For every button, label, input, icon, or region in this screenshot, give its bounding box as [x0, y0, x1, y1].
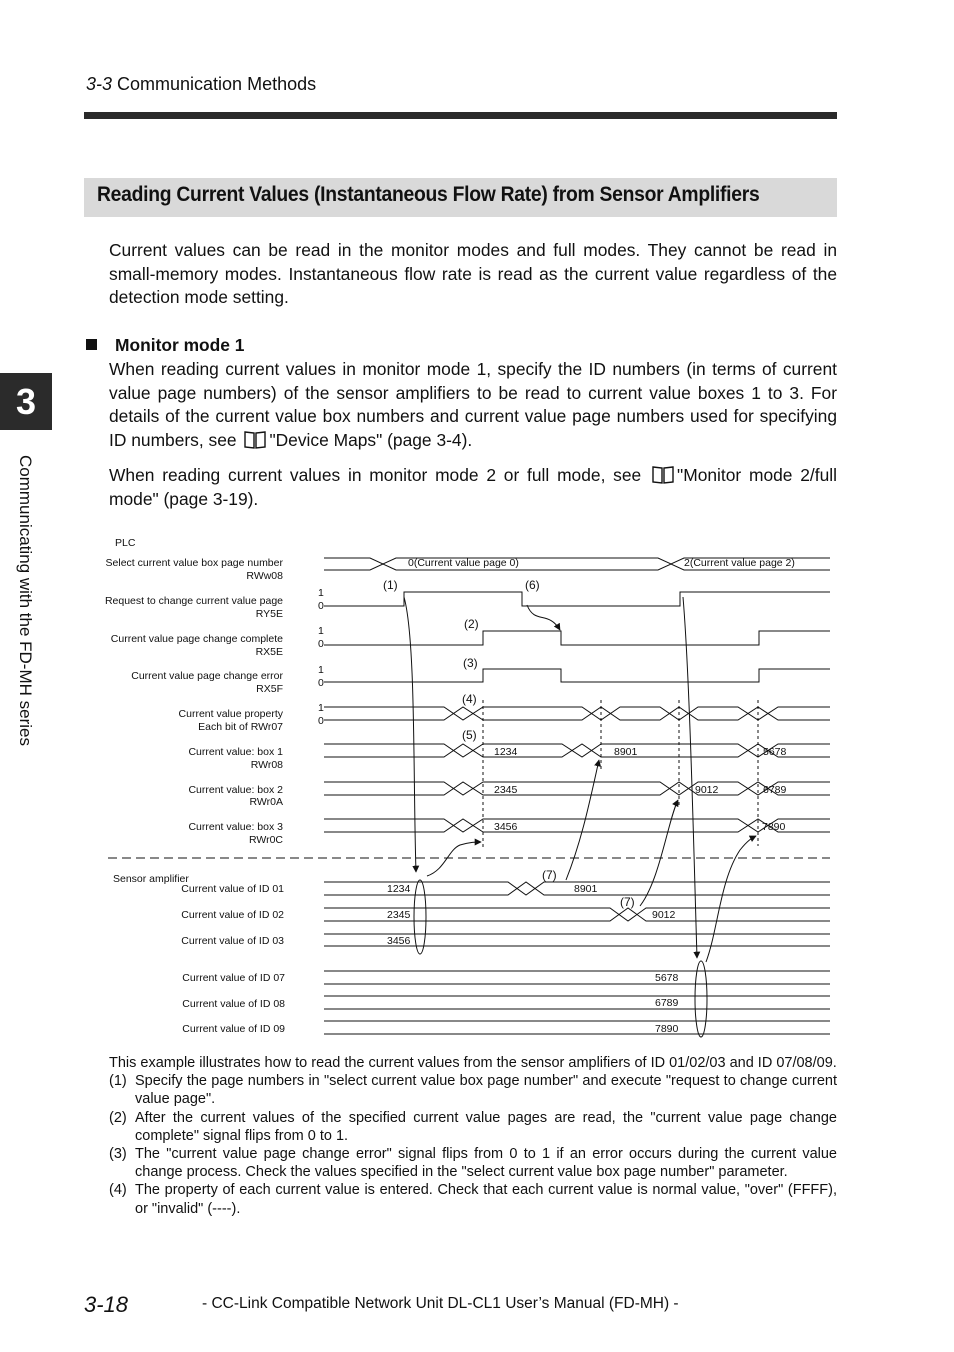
- box-value: 1234: [494, 746, 518, 758]
- signal-device: RWw08: [246, 570, 283, 582]
- marker-7: (7): [542, 868, 557, 882]
- sensor-row-name: Current value of ID 03: [181, 935, 284, 947]
- arrow-request-to-sensor-1: [404, 597, 416, 872]
- monitor-mode-1-heading-text: Monitor mode 1: [115, 335, 245, 355]
- marker-2: (2): [464, 617, 479, 631]
- sensor-value: 6789: [655, 997, 679, 1009]
- mm1-text-before: When reading current values in monitor mode 1, specify the ID numbers (in terms of current value page numbers) of the sensor amplifiers to be read to current value boxes 1 to 3. For details of the current value box numbers and current value page numbers used for specifying ID numbers, see: [109, 359, 837, 450]
- timing-diagram: [0, 530, 954, 1040]
- section-header: [86, 74, 316, 95]
- signal-device: RX5E: [255, 646, 283, 658]
- marker-6: (6): [525, 578, 540, 592]
- signal-device: Each bit of RWr07: [198, 721, 283, 733]
- book-reference-icon: [652, 466, 674, 484]
- arrow-id02-to-box2: [640, 800, 678, 906]
- note-num: (1): [109, 1073, 127, 1090]
- signal-name: Current value: box 3: [188, 821, 283, 833]
- chapter-tab: 3: [0, 373, 52, 430]
- plc-label: PLC: [115, 537, 136, 549]
- marker-3: (3): [463, 656, 478, 670]
- level-one: 1: [318, 664, 324, 676]
- signal-name: Request to change current value page: [104, 595, 283, 607]
- mm2-text-before: When reading current values in monitor mode 2 or full mode, see: [109, 465, 642, 485]
- note-item: [109, 1145, 837, 1181]
- note-text: Specify the page numbers in "select current value box page number" and execute "request to change current value page".: [135, 1073, 837, 1108]
- arrow-id01-to-box1: [566, 760, 599, 880]
- arrow-sensor-to-box-2: [706, 836, 756, 962]
- notes: [109, 1054, 837, 1218]
- mm1-text-after[interactable]: "Device Maps" (page 3-4).: [269, 429, 473, 450]
- section-title: Communication Methods: [112, 74, 317, 94]
- signal-name: Current value: box 2: [188, 784, 283, 796]
- note-item: [109, 1109, 837, 1145]
- page-title: Reading Current Values (Instantaneous Flow Rate) from Sensor Amplifiers: [97, 183, 760, 206]
- level-zero: 0: [318, 600, 324, 612]
- level-zero: 0: [318, 677, 324, 689]
- page-value: 0(Current value page 0): [408, 557, 519, 569]
- notes-intro: This example illustrates how to read the current values from the sensor amplifiers of ID 01/02/03 and ID 07/08/09.: [109, 1055, 837, 1071]
- intro-paragraph: Current values can be read in the monitor modes and full modes. They cannot be read in small-memory modes. Instantaneous flow rate is read as the current value regardless of the detection mode setting.: [109, 240, 837, 308]
- sensor-value: 9012: [652, 909, 676, 921]
- sensor-row-name: Current value of ID 01: [181, 883, 284, 895]
- sensor-row-name: Current value of ID 09: [182, 1023, 285, 1035]
- sensor-row-name: Current value of ID 02: [181, 909, 284, 921]
- sensor-row-name: Current value of ID 08: [182, 998, 285, 1010]
- box-value: 6789: [763, 784, 787, 796]
- page-number: 3-18: [84, 1292, 129, 1317]
- arrow-sensor-to-box: [427, 842, 481, 876]
- footer-manual-title: - CC-Link Compatible Network Unit DL-CL1 User’s Manual (FD-MH) -: [202, 1295, 679, 1312]
- note-text: After the current values of the specified current value pages are read, the "current value page change complete" signal flips from 0 to 1.: [135, 1109, 837, 1144]
- ry5e-waveform: [324, 592, 830, 606]
- sensor-value: 8901: [574, 883, 598, 895]
- monitor-mode-1-heading: [86, 335, 244, 356]
- rx5e-waveform: [324, 631, 830, 645]
- signal-device: RWr0A: [249, 796, 283, 808]
- level-zero: 0: [318, 715, 324, 727]
- book-reference-icon: [244, 431, 266, 449]
- note-text: The property of each current value is entered. Check that each current value is normal value, "over" (FFFF), or "invalid" (----).: [135, 1182, 837, 1217]
- note-num: (4): [109, 1182, 127, 1199]
- note-text: The "current value page change error" signal flips from 0 to 1 if an error occurs during the current value change process. Check the values specified in the "select current value box page number" parameter.: [135, 1146, 837, 1181]
- box-value: 7890: [762, 821, 786, 833]
- signal-name: Current value page change error: [131, 670, 283, 682]
- sensor-row-name: Current value of ID 07: [182, 972, 285, 984]
- box-value: 2345: [494, 784, 518, 796]
- box-value: 5678: [763, 746, 787, 758]
- arrow-request-to-complete: [527, 605, 560, 630]
- level-one: 1: [318, 702, 324, 714]
- signal-device: RWr0C: [248, 834, 283, 846]
- box-value: 3456: [494, 821, 518, 833]
- note-item: [109, 1181, 837, 1217]
- marker-5: (5): [462, 728, 477, 742]
- signal-device: RY5E: [255, 608, 283, 620]
- square-bullet-icon: [86, 339, 97, 350]
- marker-1: (1): [383, 578, 398, 592]
- monitor-mode-1-paragraph: [109, 358, 837, 452]
- level-one: 1: [318, 625, 324, 637]
- sensor-value: 1234: [387, 883, 411, 895]
- box-value: 9012: [695, 784, 719, 796]
- sensor-value: 2345: [387, 909, 411, 921]
- page-value: 2(Current value page 2): [684, 557, 795, 569]
- chapter-side-text: Communicating with the FD-MH series: [16, 455, 35, 746]
- mm2-text-after[interactable]: "Monitor mode 2/full mode" (page 3-19).: [109, 465, 837, 509]
- note-num: (2): [109, 1109, 127, 1126]
- marker-7: (7): [620, 895, 635, 909]
- level-one: 1: [318, 587, 324, 599]
- note-item: [109, 1072, 837, 1108]
- section-number: 3-3: [86, 74, 113, 94]
- header-rule: [84, 112, 837, 119]
- signal-name: Current value: box 1: [188, 746, 283, 758]
- monitor-mode-2-paragraph: [109, 464, 837, 511]
- marker-4: (4): [462, 692, 477, 706]
- box-value: 8901: [614, 746, 638, 758]
- signal-device: RWr08: [250, 759, 283, 771]
- signal-name: Select current value box page number: [105, 557, 283, 569]
- sensor-value: 7890: [655, 1023, 679, 1035]
- note-num: (3): [109, 1146, 127, 1163]
- level-zero: 0: [318, 638, 324, 650]
- sensor-value: 3456: [387, 935, 411, 947]
- sensor-value: 5678: [655, 972, 679, 984]
- read-group-ellipse-2: [695, 961, 707, 1037]
- signal-name: Current value property: [178, 708, 283, 720]
- arrow-request-to-sensor-2: [683, 597, 697, 958]
- sensor-label: Sensor amplifier: [113, 873, 189, 885]
- rx5f-waveform: [324, 669, 830, 682]
- read-group-ellipse-1: [414, 880, 426, 954]
- signal-name: Current value page change complete: [110, 633, 283, 645]
- signal-device: RX5F: [256, 683, 283, 695]
